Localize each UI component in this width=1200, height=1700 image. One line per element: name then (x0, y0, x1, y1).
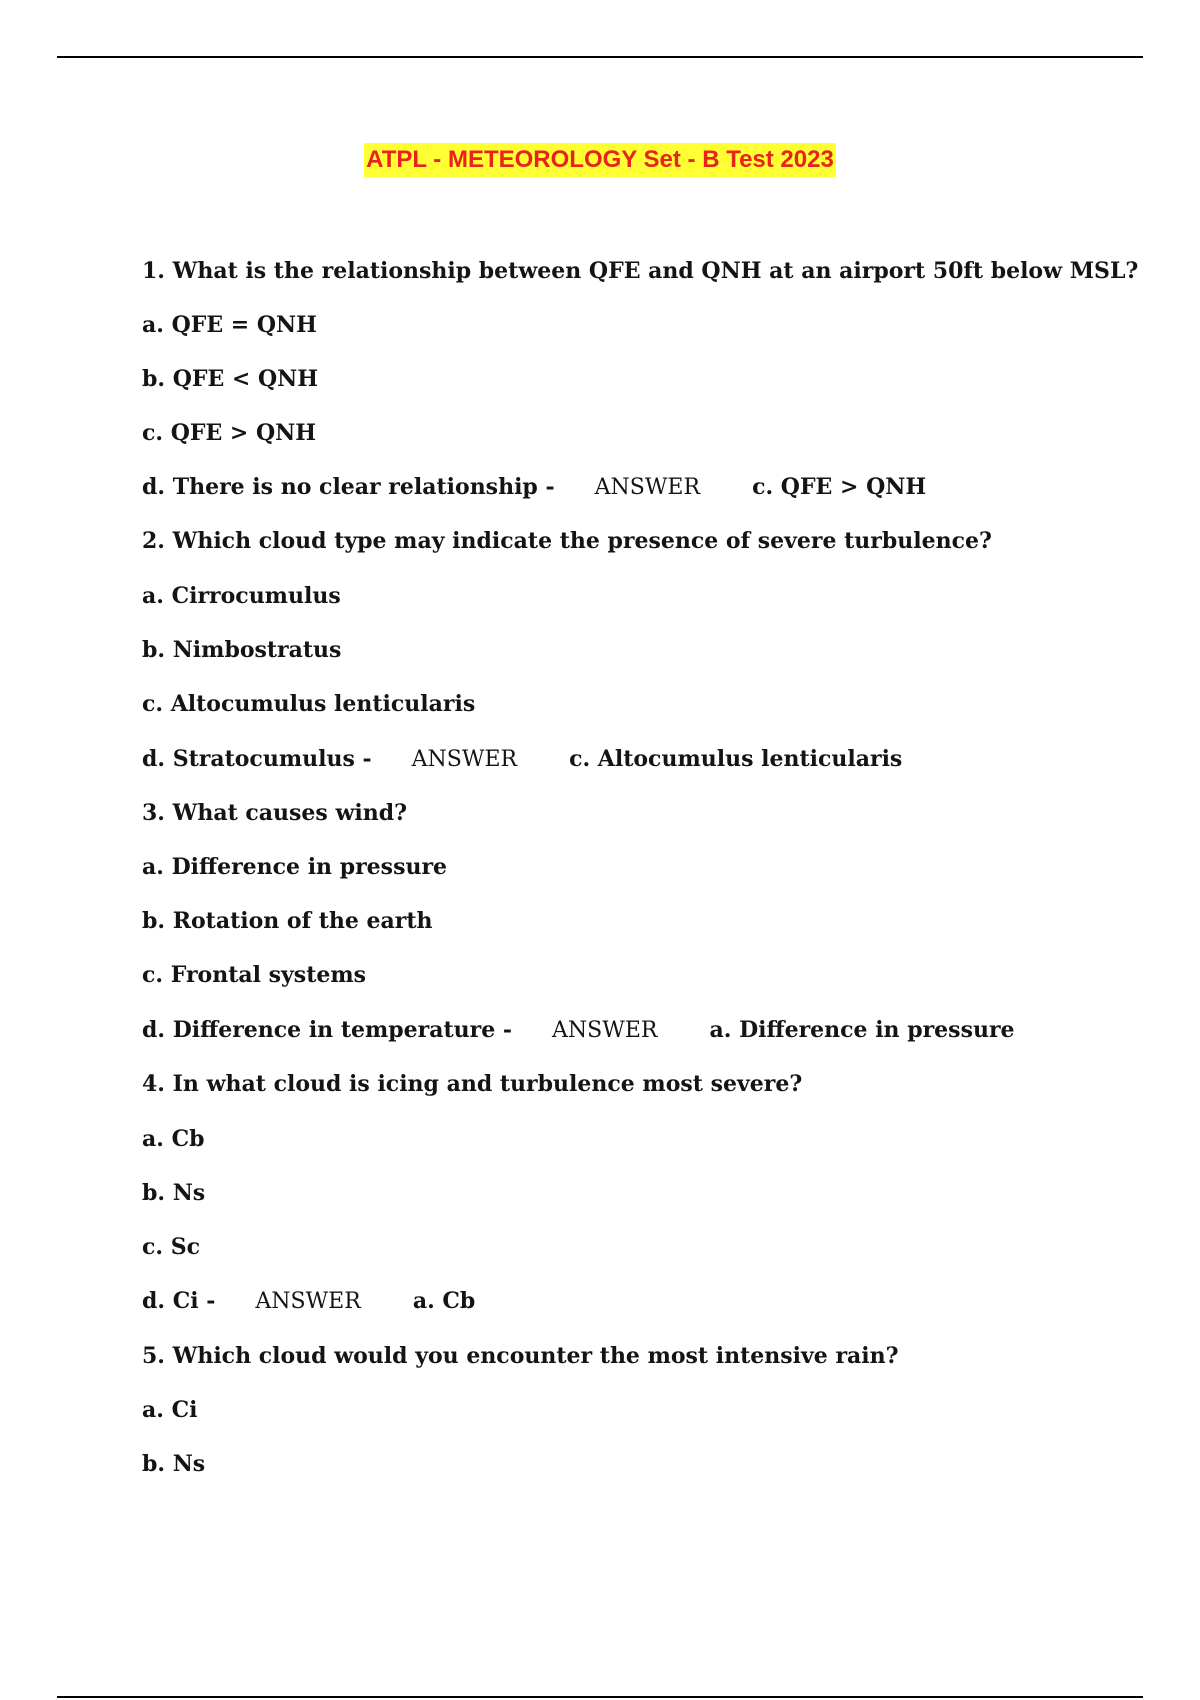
question-2-option-d: d. Stratocumulus - (142, 746, 372, 772)
question-4-option-d: d. Ci - (142, 1288, 216, 1314)
question-5-option-b: b. Ns (142, 1451, 206, 1477)
question-1-option-c: c. QFE > QNH (142, 420, 317, 446)
question-1-option-a: a. QFE = QNH (142, 312, 317, 338)
answer-label: ANSWER (552, 1018, 658, 1043)
question-1: 1. What is the relationship between QFE and QNH at an airport 50ft below MSL? (142, 258, 1139, 284)
bottom-divider (57, 1696, 1143, 1698)
question-2-option-b: b. Nimbostratus (142, 637, 342, 663)
page-title: ATPL - METEOROLOGY Set - B Test 2023 (364, 143, 836, 177)
question-1-option-d-row (142, 472, 926, 503)
answer-label: ANSWER (411, 747, 518, 772)
answer-label: ANSWER (255, 1289, 361, 1314)
question-2-option-c: c. Altocumulus lenticularis (142, 691, 476, 717)
question-3-option-a: a. Difference in pressure (142, 854, 448, 880)
question-4-option-a: a. Cb (142, 1126, 205, 1152)
question-3-option-d-row (142, 1015, 1015, 1046)
question-3-option-b: b. Rotation of the earth (142, 908, 433, 934)
question-2-answer: c. Altocumulus lenticularis (569, 746, 903, 772)
question-4-option-d-row (142, 1286, 475, 1317)
question-5: 5. Which cloud would you encounter the most intensive rain? (142, 1343, 899, 1369)
question-4-answer: a. Cb (412, 1288, 476, 1314)
question-3-option-c: c. Frontal systems (142, 962, 367, 988)
question-2-option-a: a. Cirrocumulus (142, 583, 341, 609)
question-5-option-a: a. Ci (142, 1397, 198, 1423)
question-1-answer: c. QFE > QNH (752, 474, 927, 500)
top-divider (57, 56, 1143, 58)
question-3: 3. What causes wind? (142, 800, 408, 826)
question-4-option-b: b. Ns (142, 1180, 206, 1206)
answer-label: ANSWER (594, 475, 701, 500)
question-3-option-d: d. Difference in temperature - (142, 1017, 513, 1043)
question-2-option-d-row (142, 744, 902, 775)
question-1-option-b: b. QFE < QNH (142, 366, 319, 392)
question-1-option-d: d. There is no clear relationship - (142, 474, 555, 500)
question-4: 4. In what cloud is icing and turbulence most severe? (142, 1071, 803, 1097)
question-2: 2. Which cloud type may indicate the presence of severe turbulence? (142, 528, 992, 554)
title-wrapper (0, 143, 1200, 177)
question-3-answer: a. Difference in pressure (709, 1017, 1015, 1043)
question-4-option-c: c. Sc (142, 1234, 200, 1260)
